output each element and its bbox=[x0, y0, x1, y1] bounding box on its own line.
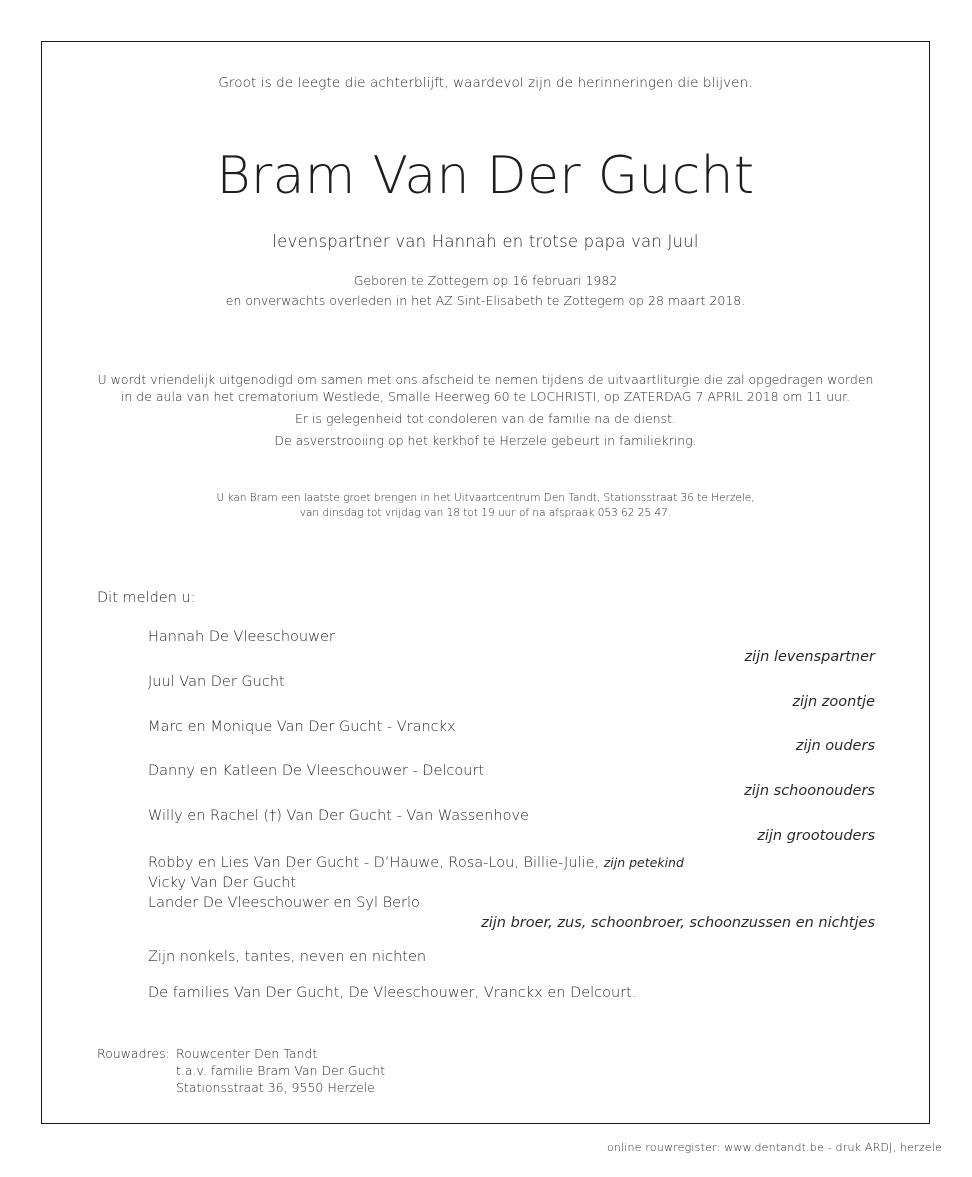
siblings-line-3: Lander De Vleeschouwer en Syl Berlo bbox=[148, 895, 420, 911]
families-line: De families Van Der Gucht, De Vleeschouwer, Vranckx en Delcourt. bbox=[148, 985, 637, 1001]
invitation-line-4: De asverstrooiing op het kerkhof te Herzele gebeurt in familiekring. bbox=[274, 433, 697, 448]
invitation-line-1: U wordt vriendelijk uitgenodigd om samen met ons afscheid te nemen tijdens de uitvaartliturgie die zal opgedragen worden bbox=[97, 372, 874, 387]
birth-death-info bbox=[42, 271, 929, 311]
announcers-intro: Dit melden u: bbox=[97, 590, 196, 606]
footer-credit: online rouwregister: www.dentandt.be - druk ARDJ, herzele bbox=[606, 1141, 942, 1154]
invitation-line-2: in de aula van het crematorium Westlede, Smalle Heerweg 60 te LOCHRISTI, op ZATERDAG 7 APRIL 2018 om 11 uur. bbox=[120, 389, 851, 404]
deceased-name: Bram Van Der Gucht bbox=[216, 146, 755, 206]
godchild-note: zijn petekind bbox=[603, 855, 684, 870]
family-names: Juul Van Der Gucht bbox=[148, 674, 285, 690]
visitation-info bbox=[42, 491, 929, 521]
siblings-line-1 bbox=[148, 853, 875, 873]
family-row bbox=[148, 808, 875, 844]
family-relation: zijn zoontje bbox=[792, 694, 875, 710]
address-line-2: t.a.v. familie Bram Van Der Gucht bbox=[176, 1063, 386, 1078]
family-row bbox=[148, 629, 875, 665]
family-relation: zijn grootouders bbox=[757, 828, 875, 844]
died-line: en onverwachts overleden in het AZ Sint-Elisabeth te Zottegem op 28 maart 2018. bbox=[225, 293, 746, 308]
family-row bbox=[148, 674, 875, 710]
address-line-1: Rouwcenter Den Tandt bbox=[176, 1046, 318, 1061]
family-row bbox=[148, 719, 875, 754]
visitation-line-2: van dinsdag tot vrijdag van 18 tot 19 uur of na afspraak 053 62 25 47. bbox=[299, 507, 672, 519]
notice-frame bbox=[41, 41, 930, 1124]
invitation-line-3: Er is gelegenheid tot condoleren van de familie na de dienst. bbox=[295, 411, 676, 426]
address-label: Rouwadres: bbox=[97, 1046, 170, 1061]
family-relation: zijn ouders bbox=[795, 738, 875, 754]
visitation-line-1: U kan Bram een laatste groet brengen in het Uitvaartcentrum Den Tandt, Stationsstraat 36 te Herzele, bbox=[216, 492, 755, 504]
mourning-address bbox=[97, 1045, 385, 1096]
family-relation: zijn levenspartner bbox=[744, 649, 875, 665]
family-names: Marc en Monique Van Der Gucht - Vranckx bbox=[148, 719, 456, 735]
motto: Groot is de leegte die achterblijft, waardevol zijn de herinneringen die blijven. bbox=[218, 75, 753, 91]
invitation bbox=[42, 371, 929, 449]
family-names: Willy en Rachel (†) Van Der Gucht - Van Wassenhove bbox=[148, 808, 529, 824]
family-names: Danny en Katleen De Vleeschouwer - Delcourt bbox=[148, 763, 485, 779]
address-line-3: Stationsstraat 36, 9550 Herzele bbox=[176, 1080, 375, 1095]
subtitle: levenspartner van Hannah en trotse papa van Juul bbox=[272, 232, 699, 251]
family-names: Hannah De Vleeschouwer bbox=[148, 629, 335, 645]
extended-family: Zijn nonkels, tantes, neven en nichten bbox=[148, 949, 427, 965]
family-relation: zijn schoonouders bbox=[744, 783, 875, 799]
siblings-line-2: Vicky Van Der Gucht bbox=[148, 875, 297, 891]
family-row bbox=[148, 763, 875, 799]
siblings-relation: zijn broer, zus, schoonbroer, schoonzussen en nichtjes bbox=[481, 915, 875, 931]
born-line: Geboren te Zottegem op 16 februari 1982 bbox=[353, 273, 618, 288]
siblings-block bbox=[148, 853, 875, 931]
siblings-names-1: Robby en Lies Van Der Gucht - D’Hauwe, Rosa-Lou, Billie-Julie, bbox=[148, 855, 600, 871]
